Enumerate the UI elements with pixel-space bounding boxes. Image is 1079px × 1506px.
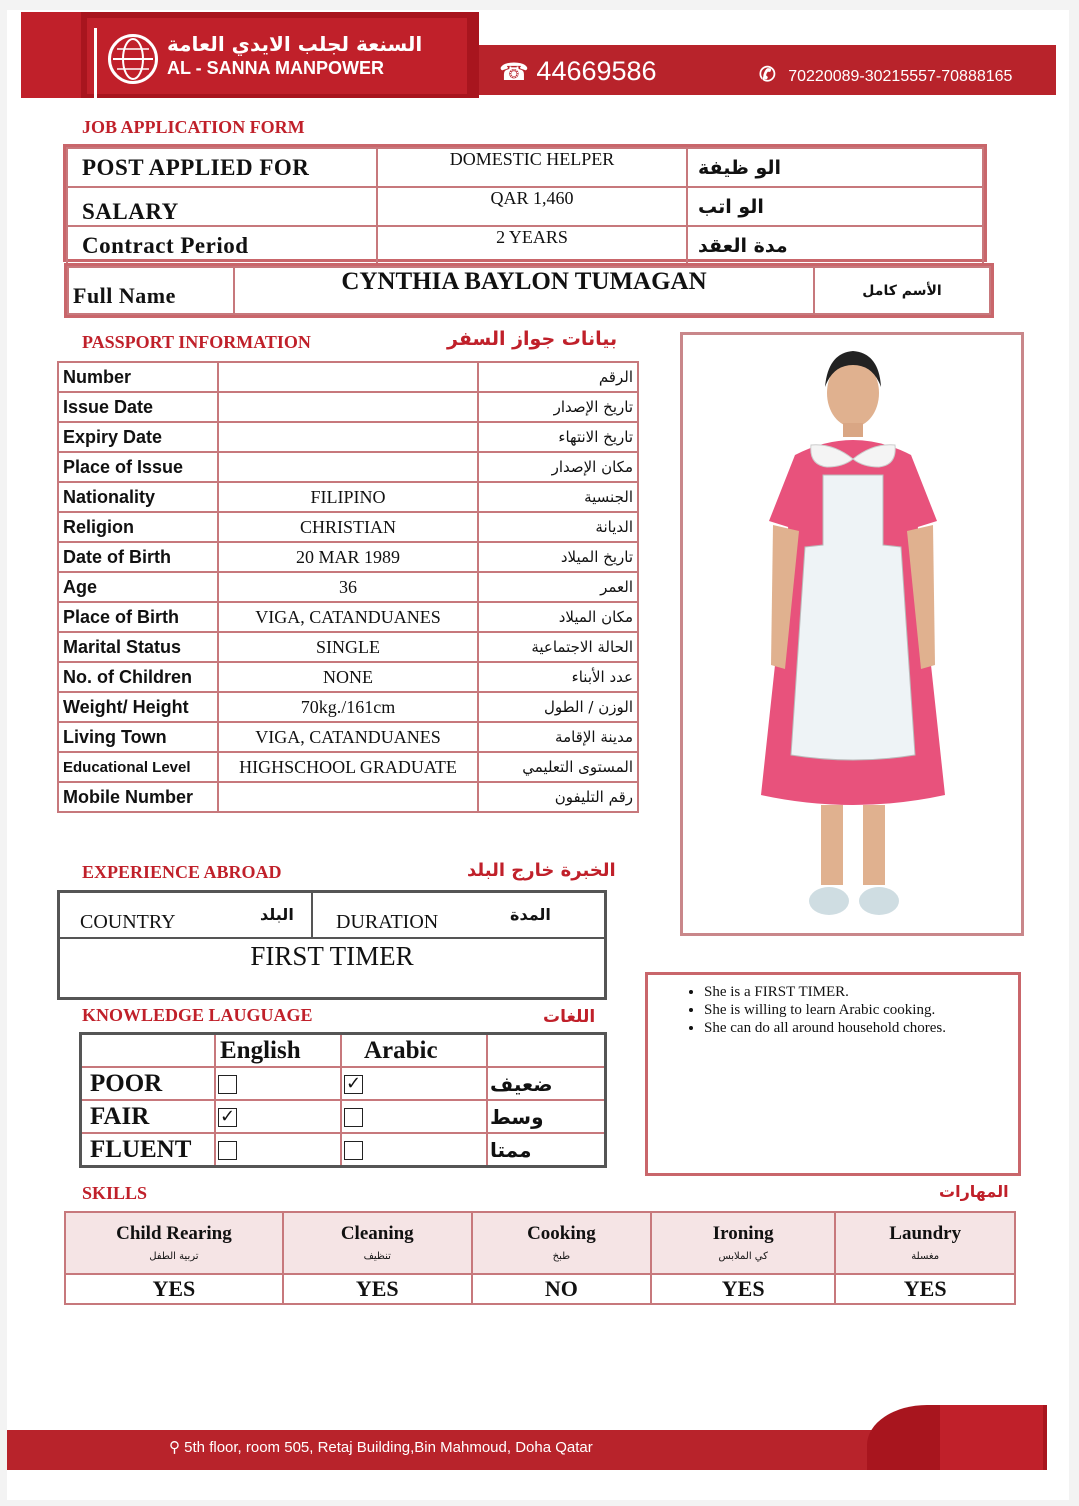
arabic-level-cell <box>341 1100 487 1133</box>
skill-name: Ironing <box>712 1223 774 1244</box>
skill-value: YES <box>283 1274 472 1304</box>
full-name-label-arabic: الأسم كامل <box>814 267 990 314</box>
telephone-icon: ☎ <box>499 59 529 86</box>
passport-row <box>58 482 638 512</box>
skill-name: Cooking <box>527 1223 596 1244</box>
footer-address-text: 5th floor, room 505, Retaj Building,Bin Mahmoud, Doha Qatar <box>184 1439 593 1456</box>
arabic-level-cell <box>341 1133 487 1167</box>
passport-row <box>58 392 638 422</box>
passport-row <box>58 602 638 632</box>
post-row <box>67 148 983 187</box>
company-name-arabic: السنعة لجلب الايدي العامة <box>167 32 423 56</box>
passport-field-label-arabic: مدينة الإقامة <box>478 722 638 752</box>
passport-row <box>58 752 638 782</box>
full-name-box <box>64 263 994 318</box>
skills-section-title-arabic: المهارات <box>939 1182 1009 1201</box>
passport-field-value: VIGA, CATANDUANES <box>218 722 478 752</box>
passport-row <box>58 782 638 812</box>
skill-header-cell <box>65 1212 283 1274</box>
skills-value-row <box>65 1274 1015 1304</box>
skill-name: Child Rearing <box>116 1223 232 1244</box>
skill-name: Cleaning <box>340 1223 414 1244</box>
contract-label-arabic: مدة العقد <box>687 226 983 265</box>
passport-field-label: No. of Children <box>58 662 218 692</box>
arabic-level-checkbox[interactable] <box>344 1141 363 1160</box>
passport-field-label-arabic: العمر <box>478 572 638 602</box>
passport-field-label: Mobile Number <box>58 782 218 812</box>
mobile-phone-icon: ✆ <box>759 64 776 86</box>
form-title: JOB APPLICATION FORM <box>82 117 305 137</box>
contract-label: Contract Period <box>67 226 377 265</box>
passport-field-label: Place of Issue <box>58 452 218 482</box>
passport-table <box>57 361 639 813</box>
english-level-cell <box>215 1100 341 1133</box>
skill-value: NO <box>472 1274 651 1304</box>
passport-field-label: Number <box>58 362 218 392</box>
application-page <box>7 10 1069 1500</box>
passport-field-label-arabic: تاريخ الإصدار <box>478 392 638 422</box>
language-level-label-arabic: ضعيف <box>487 1067 606 1100</box>
experience-value: FIRST TIMER <box>250 941 414 971</box>
passport-field-label-arabic: الجنسية <box>478 482 638 512</box>
contract-value: 2 YEARS <box>377 226 687 265</box>
post-value: DOMESTIC HELPER <box>377 148 687 187</box>
full-name-label: Full Name <box>68 267 234 314</box>
remark-item: • She can do all around household chores. <box>704 1019 1018 1037</box>
passport-field-label: Marital Status <box>58 632 218 662</box>
skill-header-cell <box>835 1212 1015 1274</box>
language-header-row <box>81 1034 606 1068</box>
country-header-arabic: البلد <box>260 905 294 924</box>
post-label-arabic: الو ظيفة <box>687 148 983 187</box>
passport-field-label: Issue Date <box>58 392 218 422</box>
passport-field-label-arabic: مكان الميلاد <box>478 602 638 632</box>
english-level-cell <box>215 1067 341 1100</box>
language-level-row <box>81 1100 606 1133</box>
passport-row <box>58 542 638 572</box>
passport-field-value: NONE <box>218 662 478 692</box>
remark-item: • She is a FIRST TIMER. <box>704 983 1018 1001</box>
skills-section-title: SKILLS <box>82 1183 148 1203</box>
passport-field-value: CHRISTIAN <box>218 512 478 542</box>
experience-section-title: EXPERIENCE ABROAD <box>82 862 282 882</box>
passport-field-label-arabic: تاريخ الميلاد <box>478 542 638 572</box>
passport-row <box>58 362 638 392</box>
language-level-label-arabic: ممتا <box>487 1133 606 1167</box>
salary-label: SALARY <box>67 187 377 226</box>
passport-field-value: 70kg./161cm <box>218 692 478 722</box>
other-phone-numbers: 70220089-30215557-70888165 <box>788 68 1013 85</box>
skill-header-cell <box>651 1212 835 1274</box>
passport-field-value <box>218 452 478 482</box>
passport-field-label: Weight/ Height <box>58 692 218 722</box>
skill-name-arabic: طبخ <box>552 1251 571 1262</box>
footer-address <box>169 1438 593 1456</box>
header-stub <box>21 12 81 98</box>
english-level-cell <box>215 1133 341 1167</box>
country-header: COUNTRY <box>80 911 176 933</box>
post-label: POST APPLIED FOR <box>67 148 377 187</box>
passport-row <box>58 512 638 542</box>
passport-field-value: VIGA, CATANDUANES <box>218 602 478 632</box>
remarks-box <box>645 972 1021 1176</box>
passport-field-value: 20 MAR 1989 <box>218 542 478 572</box>
arabic-level-checkbox[interactable]: ✓ <box>345 1073 362 1095</box>
passport-section-title: PASSPORT INFORMATION <box>82 332 311 352</box>
language-table <box>79 1032 607 1168</box>
experience-section-title-arabic: الخبرة خارج البلد <box>467 860 616 881</box>
salary-value: QAR 1,460 <box>377 187 687 226</box>
full-name-table <box>67 266 991 315</box>
main-phone <box>499 56 657 87</box>
applicant-photo <box>680 332 1024 936</box>
passport-field-value: FILIPINO <box>218 482 478 512</box>
arabic-column-header: Arabic <box>341 1034 487 1068</box>
passport-field-label: Place of Birth <box>58 602 218 632</box>
skill-name-arabic: تنظيف <box>363 1251 391 1262</box>
remark-item: • She is willing to learn Arabic cooking. <box>704 1001 1018 1019</box>
globe-logo-icon <box>108 34 158 84</box>
passport-row <box>58 572 638 602</box>
passport-field-label: Date of Birth <box>58 542 218 572</box>
job-details-box <box>63 144 987 262</box>
job-details-table <box>66 147 984 266</box>
passport-field-label-arabic: تاريخ الانتهاء <box>478 422 638 452</box>
passport-field-label: Nationality <box>58 482 218 512</box>
passport-field-label-arabic: الديانة <box>478 512 638 542</box>
passport-row <box>58 722 638 752</box>
company-name: AL - SANNA MANPOWER <box>167 58 384 78</box>
passport-field-label-arabic: الوزن / الطول <box>478 692 638 722</box>
passport-field-value <box>218 782 478 812</box>
english-level-checkbox[interactable] <box>218 1141 237 1160</box>
language-section-title-arabic: اللغات <box>543 1007 596 1027</box>
language-level-label: FLUENT <box>81 1133 216 1167</box>
language-level-label: FAIR <box>81 1100 216 1133</box>
passport-field-label-arabic: الحالة الاجتماعية <box>478 632 638 662</box>
passport-field-label-arabic: مكان الإصدار <box>478 452 638 482</box>
experience-box <box>57 890 607 1000</box>
passport-section-title-arabic: بيانات جواز السفر <box>447 328 618 350</box>
contract-row <box>67 226 983 265</box>
skill-value: YES <box>835 1274 1015 1304</box>
passport-field-label: Educational Level <box>58 752 218 782</box>
salary-label-arabic: الو اتب <box>687 187 983 226</box>
passport-field-label-arabic: المستوى التعليمي <box>478 752 638 782</box>
passport-field-value: SINGLE <box>218 632 478 662</box>
header-divider <box>94 28 97 100</box>
other-phones <box>759 62 1012 87</box>
main-phone-number: 44669586 <box>536 56 657 86</box>
passport-row <box>58 422 638 452</box>
english-level-checkbox[interactable]: ✓ <box>219 1106 236 1128</box>
passport-field-label-arabic: الرقم <box>478 362 638 392</box>
skill-value: YES <box>65 1274 283 1304</box>
arabic-level-checkbox[interactable] <box>344 1108 363 1127</box>
passport-field-value <box>218 392 478 422</box>
language-section-title: KNOWLEDGE LAUGUAGE <box>82 1005 313 1025</box>
skill-name-arabic: تربية الطفل <box>149 1251 199 1262</box>
language-level-row <box>81 1133 606 1167</box>
skill-name-arabic: كي الملابس <box>718 1251 768 1262</box>
passport-field-value <box>218 362 478 392</box>
english-column-header: English <box>215 1034 341 1068</box>
passport-field-label-arabic: عدد الأبناء <box>478 662 638 692</box>
passport-row <box>58 632 638 662</box>
skill-header-cell <box>283 1212 472 1274</box>
passport-field-label: Religion <box>58 512 218 542</box>
skill-name: Laundry <box>889 1223 962 1244</box>
passport-row <box>58 662 638 692</box>
passport-field-label: Living Town <box>58 722 218 752</box>
skill-name-arabic: مغسلة <box>911 1251 940 1262</box>
salary-row <box>67 187 983 226</box>
passport-field-label: Age <box>58 572 218 602</box>
skills-header-row <box>65 1212 1015 1274</box>
passport-field-label-arabic: رقم التليفون <box>478 782 638 812</box>
passport-field-value: HIGHSCHOOL GRADUATE <box>218 752 478 782</box>
passport-row <box>58 692 638 722</box>
skills-table <box>64 1211 1016 1305</box>
passport-field-value: 36 <box>218 572 478 602</box>
skill-value: YES <box>651 1274 835 1304</box>
full-name-value: CYNTHIA BAYLON TUMAGAN <box>234 267 814 314</box>
passport-row <box>58 452 638 482</box>
language-level-label-arabic: وسط <box>487 1100 606 1133</box>
applicant-photo-illustration <box>683 335 1021 933</box>
language-level-row <box>81 1067 606 1100</box>
footer-block <box>940 1405 1043 1470</box>
duration-header-arabic: المدة <box>510 905 551 924</box>
duration-header: DURATION <box>336 911 439 933</box>
remarks-list <box>648 983 1018 1037</box>
passport-field-label: Expiry Date <box>58 422 218 452</box>
english-level-checkbox[interactable] <box>218 1075 237 1094</box>
skill-header-cell <box>472 1212 651 1274</box>
arabic-level-cell <box>341 1067 487 1100</box>
language-level-label: POOR <box>81 1067 216 1100</box>
passport-field-value <box>218 422 478 452</box>
location-pin-icon: ⚲ <box>169 1439 180 1456</box>
